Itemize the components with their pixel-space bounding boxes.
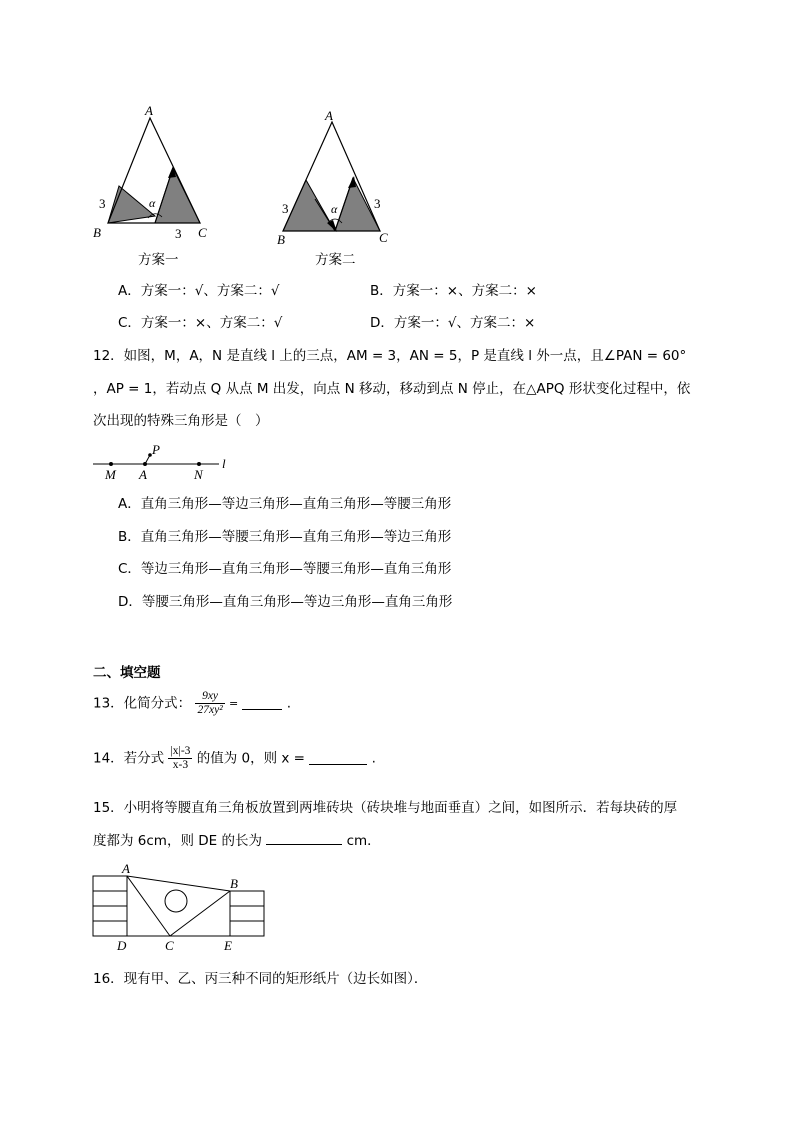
scheme2-label-c: C [379,230,388,245]
q12-stem-line3: 次出现的特殊三角形是（ ） [93,413,269,429]
q12-option-b: B．直角三角形—等腰三角形—直角三角形—等边三角形 [118,529,452,545]
scheme1-label-b: B [93,225,101,240]
q13-denominator: 27xy² [197,704,223,717]
scheme1-label-a: A [145,103,153,118]
q13-numerator: 9xy [195,690,224,704]
q14-middle: 的值为 0，则 x = [196,750,305,767]
scheme1-side-left: 3 [99,196,106,211]
q13-answer-blank[interactable] [242,697,282,710]
q15-left-brick-stack [93,876,127,936]
q12-line-figure [93,442,243,482]
q12-stem-line1: 12．如图，M，A，N 是直线 l 上的三点，AM = 3，AN = 5，P 是直线 l 外一点，且∠PAN = 60° [93,348,687,364]
q15-label-b: B [230,876,238,891]
q15-label-a: A [122,861,130,876]
q15-stem-line1: 15．小明将等腰直角三角板放置到两堆砖块（砖块堆与地面垂直）之间，如图所示．若每块砖的厚 [93,800,678,816]
q12-stem-line2: ，AP = 1，若动点 Q 从点 M 出发，向点 N 移动，移动到点 N 停止，在△APQ 形状变化过程中，依 [93,381,691,397]
q15-label-e: E [224,938,232,953]
q13-line [93,690,291,717]
section-title-fill-blank: 二、填空题 [93,665,161,681]
scheme2-label-a: A [325,108,333,123]
scheme2-angle-alpha: α [331,202,338,216]
q15-line2-prefix: 度都为 6cm，则 DE 的长为 [93,833,262,849]
q11-option-b: B．方案一：×、方案二：× [370,283,537,299]
scheme2-side-left: 3 [282,201,289,216]
scheme2-arrowhead [348,176,356,188]
q12-option-c: C．等边三角形—直角三角形—等腰三角形—直角三角形 [118,561,452,577]
q15-line2-suffix: cm． [346,833,381,849]
q15-label-c: C [165,938,174,953]
q12-point-n [197,462,201,466]
q14-line [93,745,376,772]
q15-brick-figure [90,860,270,955]
q12-label-p: P [152,442,160,457]
q15-answer-blank[interactable] [266,832,342,845]
scheme2-side-right: 3 [374,196,381,211]
q12-option-d: D．等腰三角形—直角三角形—等边三角形—直角三角形 [118,594,453,610]
q11-option-a: A．方案一：√、方案二：√ [118,283,280,299]
q12-label-l: l [222,456,226,471]
q13-suffix: . [286,695,292,712]
q15-right-brick-stack [230,891,264,936]
scheme2-figure [275,106,405,251]
scheme1-caption: 方案一 [138,252,179,268]
q14-denominator: x-3 [172,759,189,772]
q14-answer-blank[interactable] [309,752,367,765]
q12-label-a: A [139,467,147,482]
q15-label-d: D [117,938,127,953]
q15-plate-hole [165,890,187,912]
scheme2-caption: 方案二 [315,252,356,268]
q11-option-c: C．方案一：×、方案二：√ [118,315,283,331]
q12-point-m [109,462,113,466]
q14-numerator: |x|-3 [168,745,192,759]
scheme1-angle-alpha: α [149,196,156,210]
scheme2-label-b: B [277,232,285,247]
q14-suffix: . [371,750,376,767]
scheme1-figure [90,100,220,245]
q15-stem-line2 [93,832,381,849]
q12-label-m: M [105,467,116,482]
q13-equals: = [228,697,239,711]
scheme1-side-bottom: 3 [175,226,182,241]
q13-fraction [195,690,224,717]
scheme2-left-shaded-triangle [283,180,335,231]
q12-label-n: N [194,467,203,482]
scheme1-label-c: C [198,225,207,240]
q11-option-d: D．方案一：√、方案二：× [370,315,536,331]
q13-prefix: 13．化简分式： [93,695,192,712]
q14-prefix: 14．若分式 [93,750,165,767]
q16-stem: 16．现有甲、乙、丙三种不同的矩形纸片（边长如图）． [93,971,428,987]
q12-option-a: A．直角三角形—等边三角形—直角三角形—等腰三角形 [118,496,452,512]
q14-fraction [168,745,192,772]
